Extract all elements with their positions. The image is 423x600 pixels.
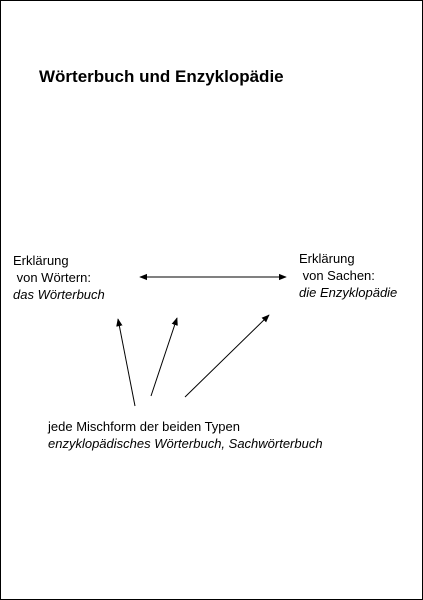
node-enzyklopaedie-line2: von Sachen: [299, 268, 375, 283]
arrows-layer [1, 1, 422, 599]
diagram-title: Wörterbuch und Enzyklopädie [39, 67, 284, 86]
node-woerterbuch-line1: Erklärung [13, 253, 69, 268]
node-mischform-line2: enzyklopädisches Wörterbuch, Sachwörterbuch [48, 436, 323, 451]
node-enzyklopaedie-line1: Erklärung [299, 251, 355, 266]
node-woerterbuch-line2: von Wörtern: [13, 270, 92, 285]
node-mischform-line1: jede Mischform der beiden Typen [48, 419, 240, 434]
arrow-to-woerterbuch [118, 319, 135, 406]
arrow-to-center [151, 318, 177, 396]
arrow-to-enzyklopaedie [185, 315, 269, 397]
node-enzyklopaedie-line3: die Enzyklopädie [299, 285, 398, 300]
node-woerterbuch-line3: das Wörterbuch [13, 287, 105, 302]
